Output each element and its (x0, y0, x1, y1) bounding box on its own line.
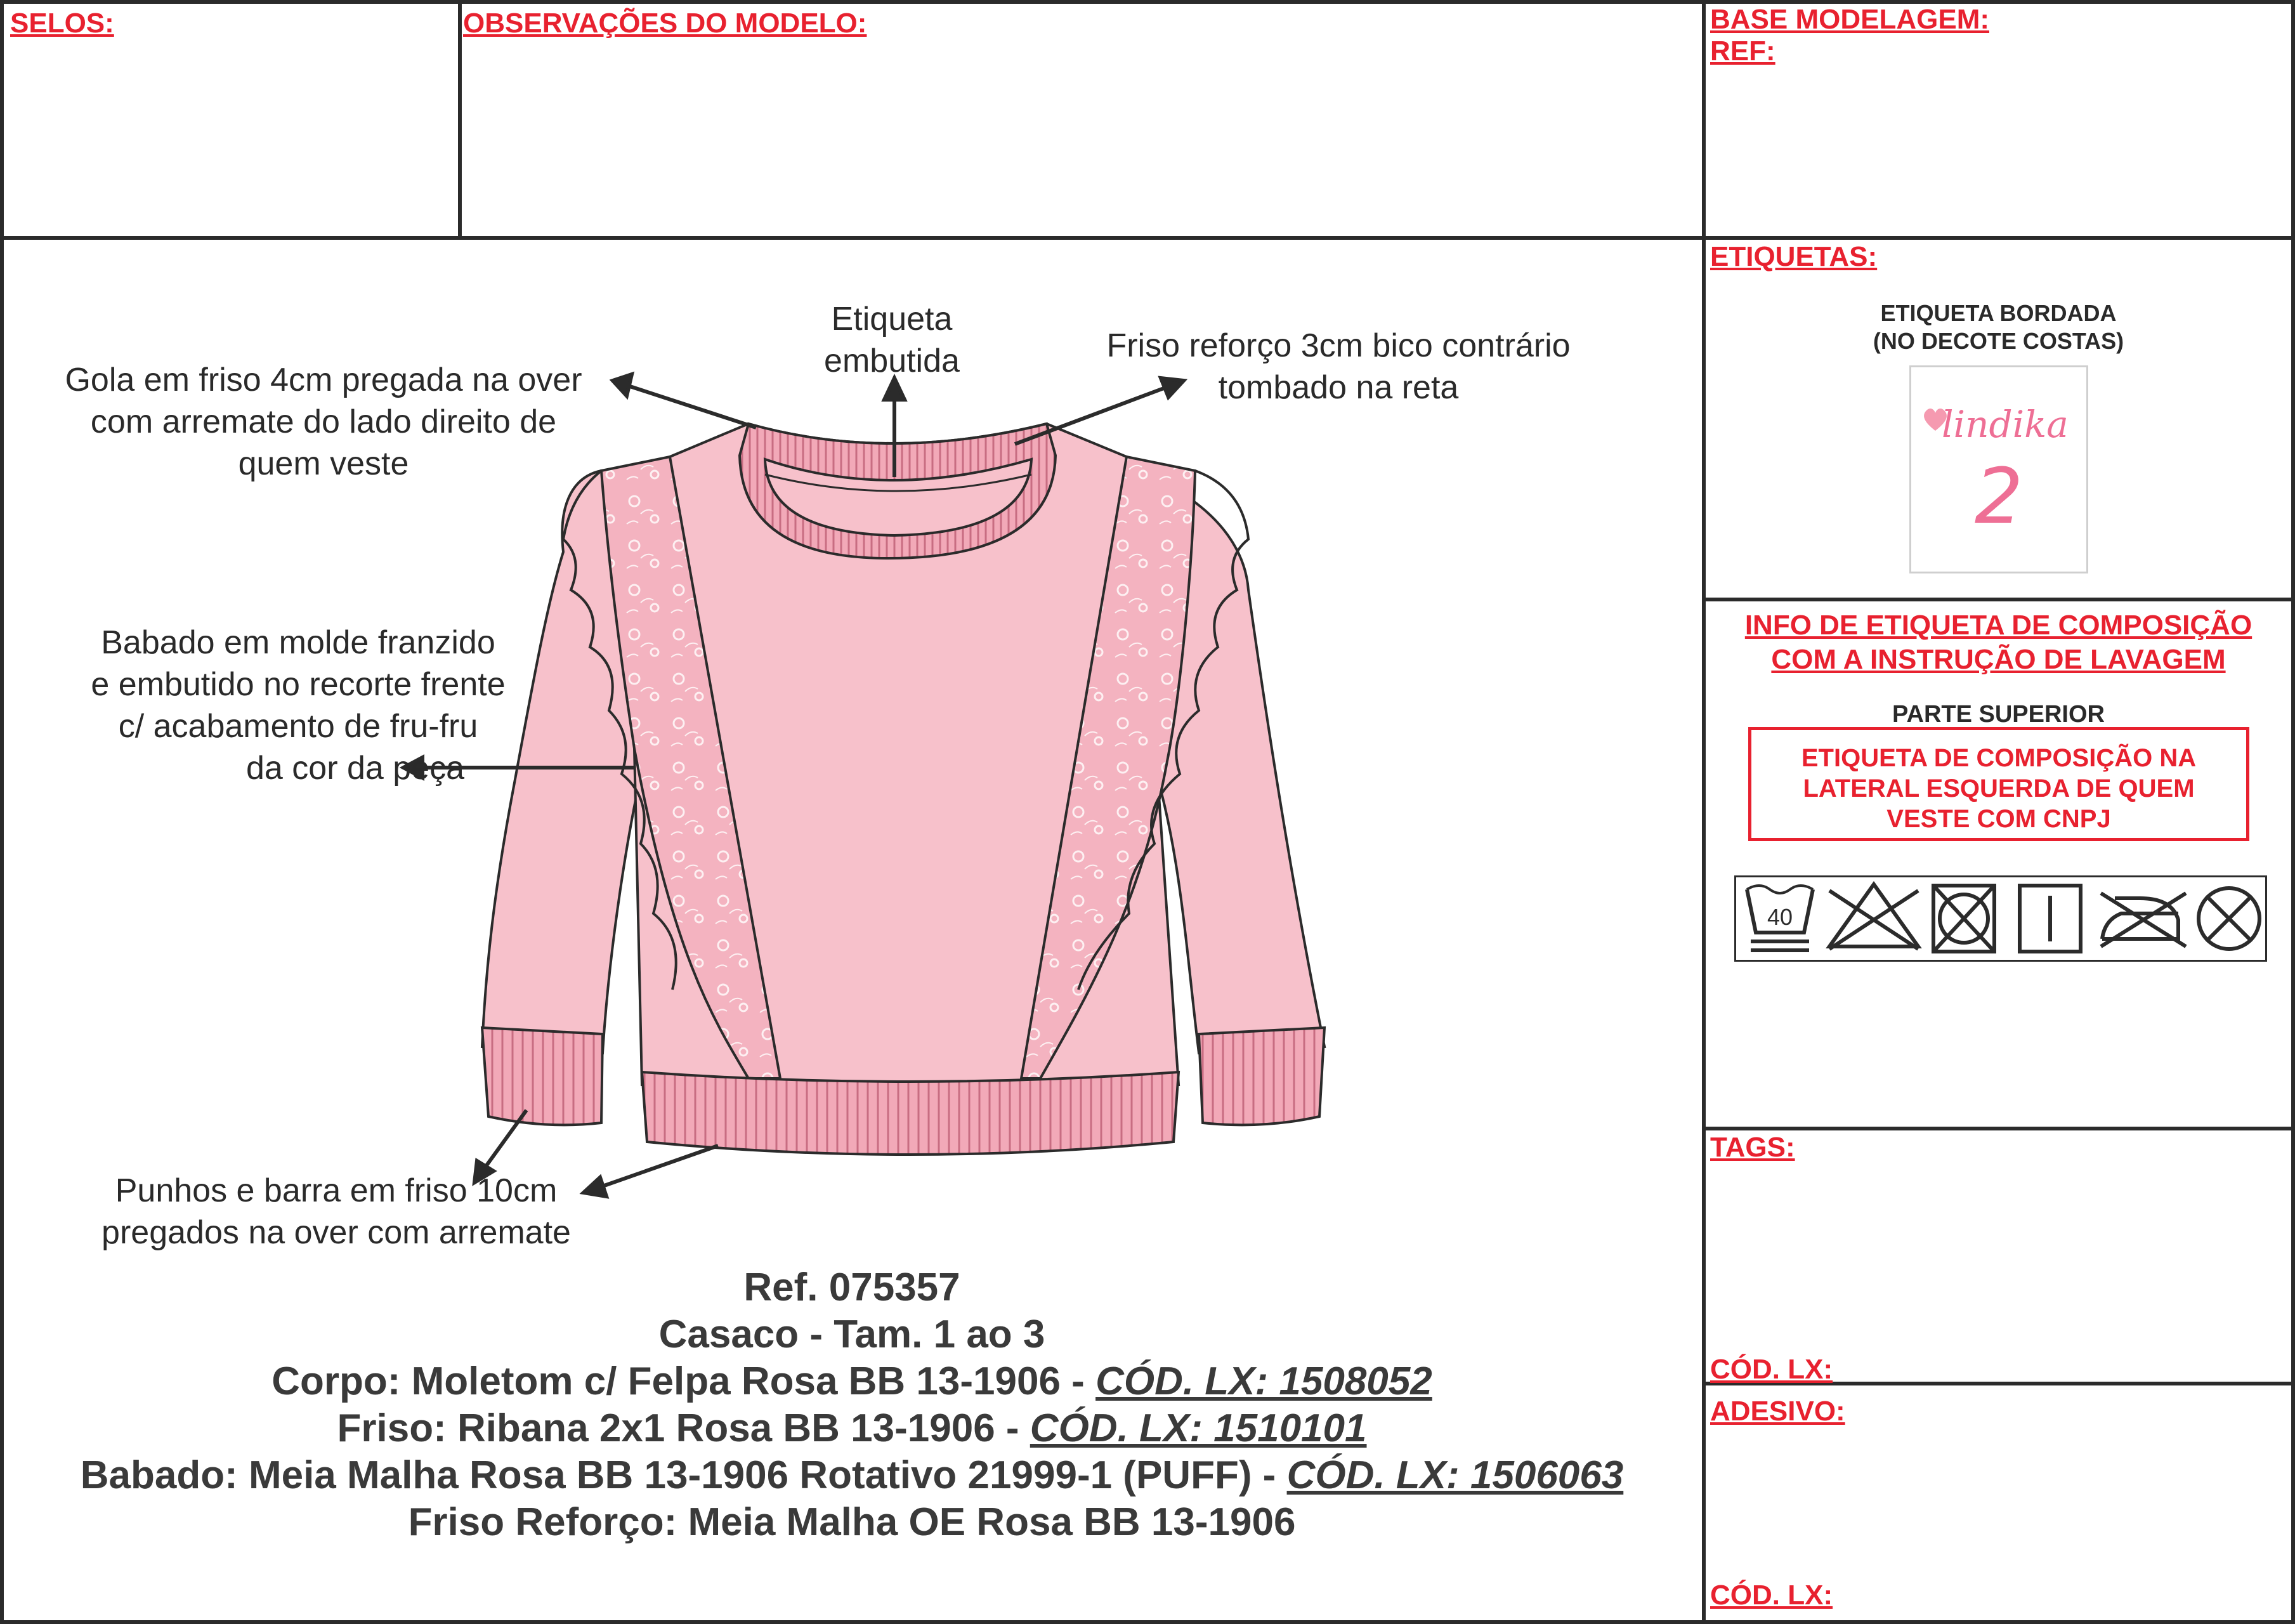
note-friso-reforco: Friso reforço 3cm bico contrário tombado na reta (1106, 327, 1571, 406)
wash-temp: 40 (1767, 904, 1793, 930)
composicao-box-line1: ETIQUETA DE COMPOSIÇÃO NA (1801, 744, 2197, 772)
composicao-label-box (1748, 727, 2249, 841)
parte-superior: PARTE SUPERIOR (1892, 701, 2105, 728)
ref-header: REF: (1710, 36, 1775, 67)
spec-babado: Babado: Meia Malha Rosa BB 13-1906 Rotativo 21999-1 (PUFF) - CÓD. LX: 1506063 (80, 1453, 1624, 1497)
spec-friso-reforco: Friso Reforço: Meia Malha OE Rosa BB 13-1906 (408, 1500, 1296, 1544)
no-bleach-icon (1829, 884, 1918, 949)
etiqueta-size: 2 (1974, 453, 2024, 541)
spec-friso-code: CÓD. LX: 1510101 (1030, 1406, 1367, 1450)
spec-ref: Ref. 075357 (743, 1266, 960, 1309)
adesivo-cod-lx: CÓD. LX: (1710, 1580, 1833, 1611)
adesivo-header: ADESIVO: (1710, 1396, 1845, 1427)
right-cuff (1199, 1028, 1324, 1125)
no-iron-icon (2101, 893, 2186, 946)
line-dry-icon (2020, 886, 2081, 952)
selos-header: SELOS: (10, 8, 114, 39)
spec-corpo: Corpo: Moletom c/ Felpa Rosa BB 13-1906 - CÓD. LX: 1508052 (271, 1359, 1432, 1403)
spec-corpo-code: CÓD. LX: 1508052 (1095, 1359, 1432, 1403)
left-cuff (482, 1028, 603, 1125)
wash-40-icon (1747, 886, 1813, 950)
etiqueta-label-card (1909, 365, 2088, 573)
spec-babado-code: CÓD. LX: 1506063 (1286, 1453, 1624, 1497)
no-dry-clean-icon (2199, 888, 2259, 949)
composicao-title-line1: INFO DE ETIQUETA DE COMPOSIÇÃO (1744, 610, 2252, 641)
composicao-box-line2: LATERAL ESQUERDA DE QUEM (1803, 775, 2195, 802)
composicao-title-line2: COM A INSTRUÇÃO DE LAVAGEM (1771, 644, 2226, 675)
no-tumble-dry-icon (1933, 886, 1994, 952)
care-symbols (1734, 875, 2267, 962)
note-gola: Gola em friso 4cm pregada na over com arremate do lado direito de quem veste (65, 362, 582, 482)
note-punhos: Punhos e barra em friso 10cm pregados na over com arremate (101, 1172, 571, 1251)
base-modelagem-header: BASE MODELAGEM: (1710, 4, 1989, 35)
etiqueta-bordada-line1: ETIQUETA BORDADA (1880, 300, 2117, 326)
spec-friso: Friso: Ribana 2x1 Rosa BB 13-1906 - CÓD. LX: 1510101 (337, 1406, 1367, 1450)
tags-cod-lx: CÓD. LX: (1710, 1354, 1833, 1385)
note-babado: Babado em molde franzido e embutido no recorte frente c/ acabamento de fru-fru da cor da peça (91, 624, 506, 787)
spec-product: Casaco - Tam. 1 ao 3 (658, 1313, 1045, 1356)
observacoes-header: OBSERVAÇÕES DO MODELO: (463, 8, 867, 39)
etiqueta-logo-text: lindika (1942, 403, 2069, 446)
etiqueta-bordada-line2: (NO DECOTE COSTAS) (1873, 328, 2124, 354)
tags-box (1702, 1127, 2295, 1385)
composicao-box (1702, 598, 2295, 1130)
tags-header: TAGS: (1710, 1132, 1795, 1163)
base-modelagem-box (1702, 0, 2295, 240)
note-etiqueta-embutida: Etiqueta embutida (824, 301, 960, 379)
etiquetas-header: ETIQUETAS: (1710, 241, 1878, 272)
composicao-box-line3: VESTE COM CNPJ (1886, 805, 2111, 833)
arrow-gola (628, 386, 756, 428)
hem-band (642, 1072, 1179, 1155)
